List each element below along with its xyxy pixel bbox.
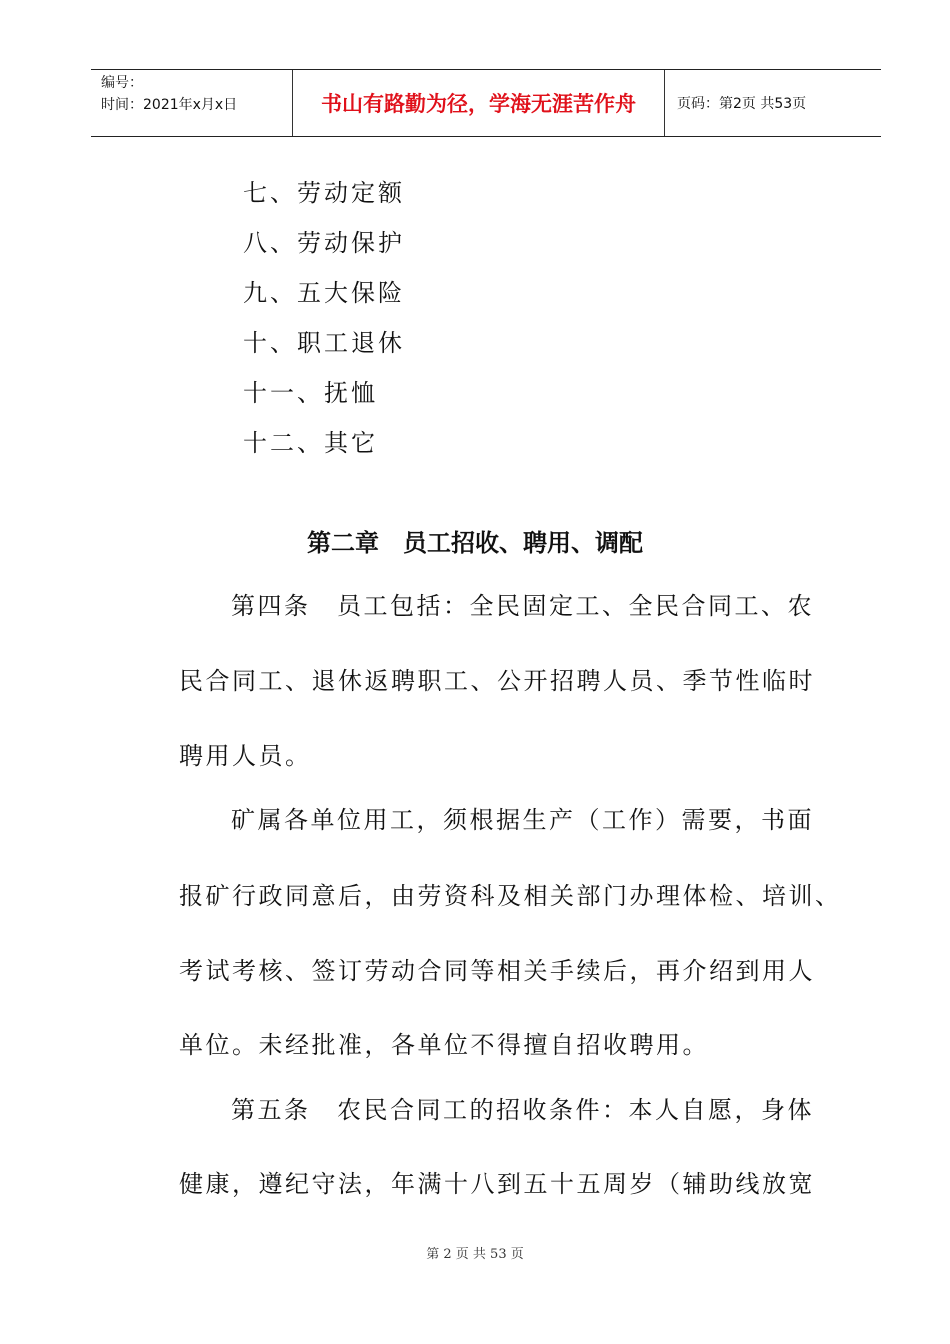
- body-line: 报矿行政同意后，由劳资科及相关部门办理体检、培训、: [179, 882, 842, 910]
- list-item: 八、劳动保护: [243, 229, 405, 257]
- document-number-label: 编号：: [101, 75, 143, 91]
- page-header: [91, 69, 881, 137]
- body-line: 民合同工、退休返聘职工、公开招聘人员、季节性临时: [179, 667, 815, 695]
- list-item: 九、五大保险: [243, 279, 405, 307]
- body-line: 考试考核、签订劳动合同等相关手续后，再介绍到用人: [179, 957, 815, 985]
- contents-list: [243, 168, 405, 468]
- body-line: 健康，遵纪守法，年满十八到五十五周岁（辅助线放宽: [179, 1170, 815, 1198]
- page-footer: 第 2 页 共 53 页: [426, 1247, 524, 1262]
- body-line: 第四条 员工包括：全民固定工、全民合同工、农: [231, 592, 814, 620]
- body-line: 矿属各单位用工，须根据生产（工作）需要，书面: [231, 806, 814, 834]
- list-item: 十、职工退休: [243, 329, 405, 357]
- body-line: 第五条 农民合同工的招收条件：本人自愿，身体: [231, 1096, 814, 1124]
- list-item: 十一、抚恤: [243, 379, 378, 407]
- body-line: 单位。未经批准，各单位不得擅自招收聘用。: [179, 1031, 709, 1059]
- list-item: 十二、其它: [243, 429, 378, 457]
- document-time-label: 时间：2021年x月x日: [101, 97, 238, 113]
- header-motto: 书山有路勤为径，学海无涯苦作舟: [293, 70, 665, 136]
- header-page-info: 页码：第2页 共53页: [677, 96, 807, 112]
- header-meta: [91, 70, 293, 136]
- list-item: 七、劳动定额: [243, 179, 405, 207]
- body-line: 聘用人员。: [179, 742, 312, 770]
- chapter-title: 第二章 员工招收、聘用、调配: [307, 529, 643, 557]
